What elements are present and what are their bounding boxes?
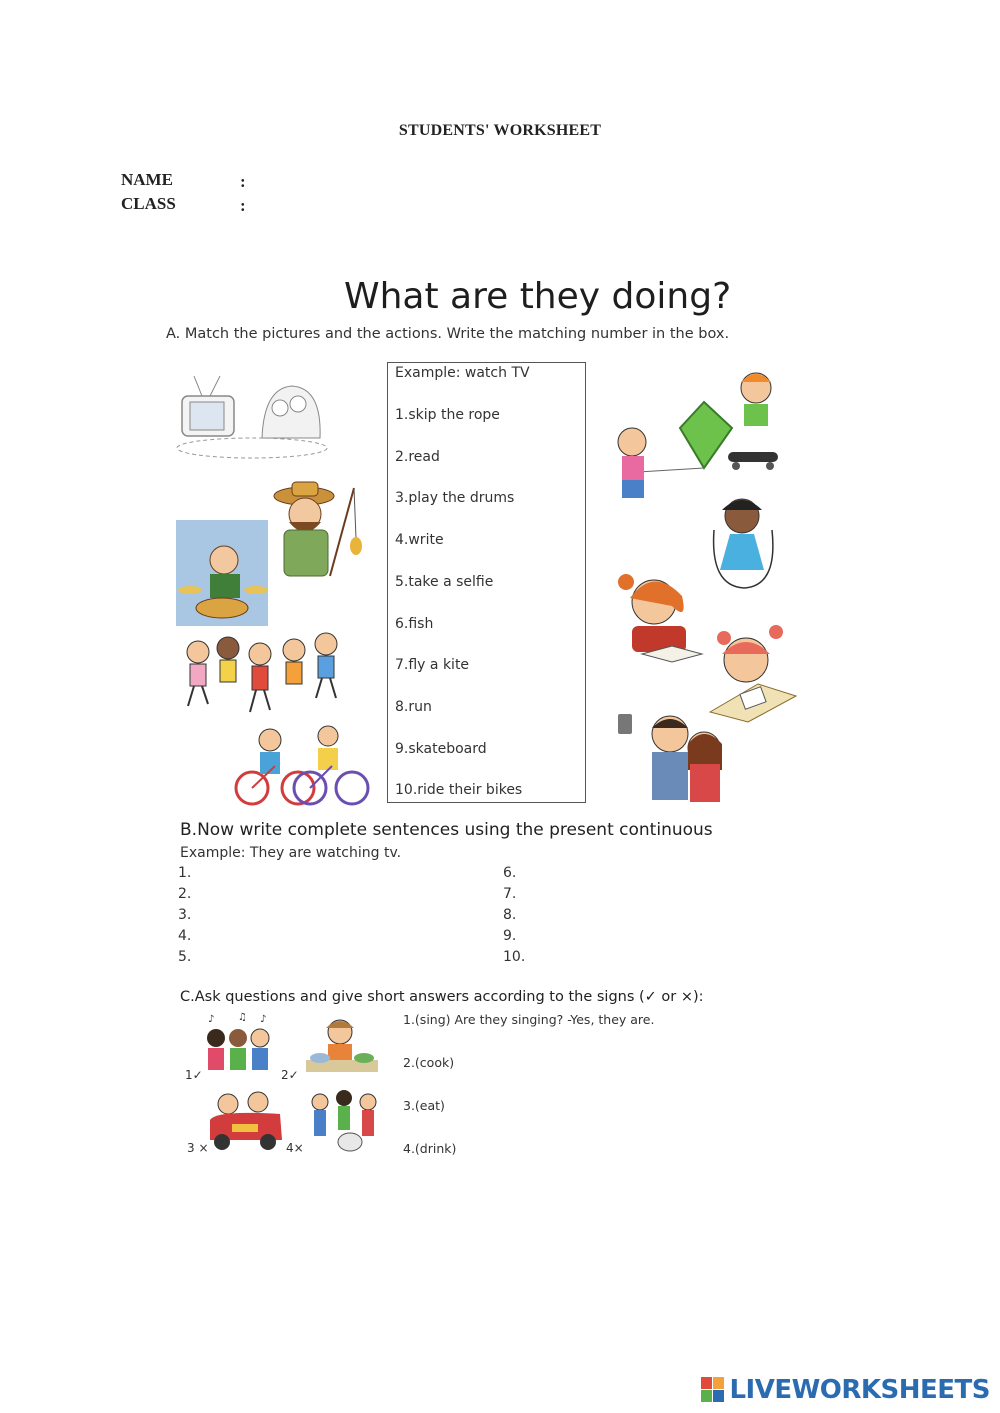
sentence-number: 2. (178, 886, 192, 902)
liveworksheets-logo-icon (701, 1377, 725, 1403)
question-1: 1.(sing) Are they singing? -Yes, they are. (403, 1012, 655, 1027)
action-item: 2.read (395, 449, 440, 465)
action-item: 3.play the drums (395, 490, 515, 506)
sentence-number: 9. (503, 928, 517, 944)
action-item: 10.ride their bikes (395, 782, 523, 798)
sentence-number: 5. (178, 949, 192, 965)
svg-text:♫: ♫ (238, 1012, 247, 1023)
question-4: 4.(drink) (403, 1141, 457, 1156)
sentence-number: 8. (503, 907, 517, 923)
action-item: 8.run (395, 699, 432, 715)
fish-and-drums-picture (176, 478, 366, 628)
question-2: 2.(cook) (403, 1055, 455, 1070)
singing-children-picture (198, 1012, 284, 1082)
sentence-number: 3. (178, 907, 192, 923)
action-item: 6.fish (395, 616, 434, 632)
skip-rope-picture (700, 490, 790, 590)
question-3: 3.(eat) (403, 1098, 445, 1113)
sentence-number: 7. (503, 886, 517, 902)
actions-list-box (387, 362, 586, 803)
action-item: 4.write (395, 532, 444, 548)
riding-bikes-picture (230, 722, 370, 808)
page-title: What are they doing? (344, 276, 732, 317)
reading-girl-picture (612, 566, 712, 670)
action-item: 5.take a selfie (395, 574, 494, 590)
name-colon: : (240, 172, 246, 191)
action-item: 9.skateboard (395, 741, 487, 757)
class-label: CLASS (121, 194, 176, 213)
sign-2: 2✓ (281, 1068, 299, 1082)
sign-4: 4× (286, 1141, 304, 1155)
liveworksheets-logo (701, 1375, 990, 1405)
sentence-number: 10. (503, 949, 526, 965)
sentence-number: 4. (178, 928, 192, 944)
band-drinking-picture (306, 1088, 382, 1154)
watch-tv-picture (172, 368, 332, 464)
action-item: 7.fly a kite (395, 657, 470, 673)
action-item: 1.skip the rope (395, 407, 500, 423)
class-colon: : (240, 196, 246, 215)
section-c-heading: C.Ask questions and give short answers according to the signs (✓ or ×): (180, 989, 704, 1005)
action-example: Example: watch TV (395, 365, 530, 381)
worksheet-title: STUDENTS' WORKSHEET (398, 122, 602, 139)
running-children-picture (176, 628, 356, 718)
sentence-number: 1. (178, 865, 192, 881)
svg-text:♪: ♪ (260, 1014, 267, 1025)
sign-3: 3 × (187, 1141, 209, 1155)
eating-car-picture (206, 1086, 284, 1152)
section-a-instruction: A. Match the pictures and the actions. Write the matching number in the box. (166, 326, 730, 342)
cooking-picture (300, 1014, 382, 1078)
sentence-number: 6. (503, 865, 517, 881)
section-b-heading: B.Now write complete sentences using the present continuous (180, 820, 713, 840)
sign-1: 1✓ (185, 1068, 203, 1082)
name-label: NAME (121, 170, 173, 189)
section-b-example: Example: They are watching tv. (180, 845, 402, 861)
svg-text:♪: ♪ (208, 1014, 215, 1025)
brand-name: LIVEWORKSHEETS (729, 1375, 990, 1405)
selfie-picture (610, 704, 730, 804)
